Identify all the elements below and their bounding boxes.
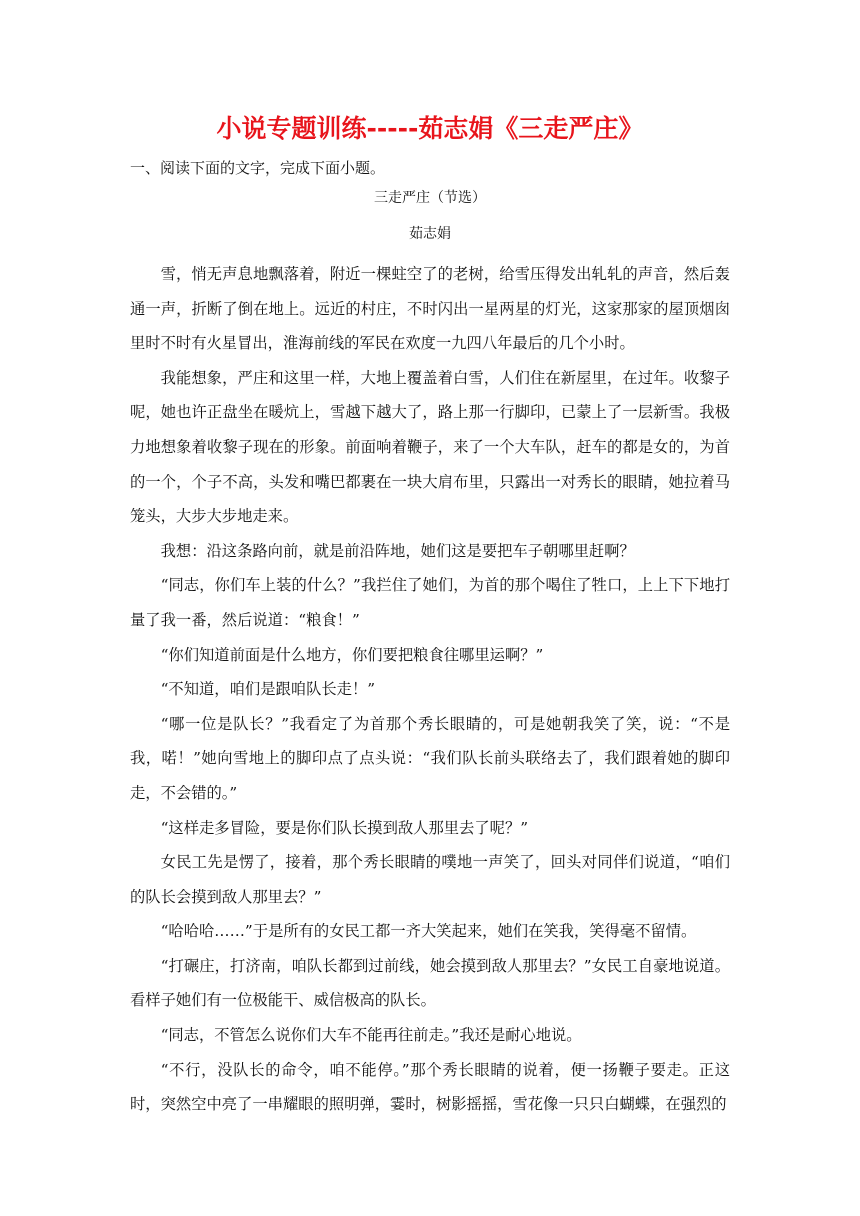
paragraph: 我能想象，严庄和这里一样，大地上覆盖着白雪，人们住在新屋里，在过年。收黎子呢，她也许正盘坐在暖炕上，雪越下越大了，路上那一行脚印，已蒙上了一层新雪。我极力地想象着收黎子现在的形象。前面响着鞭子，来了一个大车队，赶车的都是女的，为首的一个，个子不高，头发和嘴巴都裹在一块大肩布里，只露出一对秀长的眼睛，她拉着马笼头，大步大步地走来。 — [130, 368, 730, 526]
paragraph: 女民工先是愣了，接着，那个秀长眼睛的噗地一声笑了，回头对同伴们说道，“咱们的队长会摸到敌人那里去？” — [130, 853, 730, 906]
paragraph: 雪，悄无声息地飘落着，附近一棵蛀空了的老树，给雪压得发出轧轧的声音，然后轰通一声，折断了倒在地上。远近的村庄，不时闪出一星两星的灯光，这家那家的屋顶烟囱里时不时有火星冒出，淮海前线的军民在欢度一九四八年最后的几个小时。 — [130, 265, 730, 353]
paragraph: “哪一位是队长？”我看定了为首那个秀长眼睛的，可是她朝我笑了笑，说：“不是我，喏！”她向雪地上的脚印点了点头说：“我们队长前头联络去了，我们跟着她的脚印走，不会错的。” — [130, 714, 730, 802]
story-body — [130, 257, 730, 1122]
paragraph: 我想：沿这条路向前，就是前沿阵地，她们这是要把车子朝哪里赶啊？ — [160, 541, 635, 560]
paragraph: “同志，你们车上装的什么？”我拦住了她们，为首的那个喝住了牲口，上上下下地打量了我一番，然后说道：“粮食！” — [130, 576, 730, 629]
paragraph: “不知道，咱们是跟咱队长走！” — [160, 680, 376, 699]
story-title: 三走严庄（节选） — [374, 190, 486, 206]
paragraph: “你们知道前面是什么地方，你们要把粮食往哪里运啊？” — [160, 645, 544, 664]
paragraph: “同志，不管怎么说你们大车不能再往前走。”我还是耐心地说。 — [160, 1026, 582, 1045]
story-author: 茹志娟 — [409, 226, 451, 242]
paragraph: “打碾庄，打济南，咱队长都到过前线，她会摸到敌人那里去？”女民工自豪地说道。看样子她们有一位极能干、威信极高的队长。 — [130, 956, 730, 1010]
paragraph: “不行，没队长的命令，咱不能停。”那个秀长眼睛的说着，便一扬鞭子要走。正这时，突然空中亮了一串耀眼的照明弹，霎时，树影摇摇，雪花像一只只白蝴蝶，在强烈的 — [130, 1060, 730, 1114]
document-title: 小说专题训练-----茹志娟《三走严庄》 — [216, 114, 644, 143]
paragraph: “哈哈哈……”于是所有的女民工都一齐大笑起来，她们在笑我，笑得毫不留情。 — [160, 922, 697, 941]
question-instruction: 一、阅读下面的文字，完成下面小题。 — [130, 159, 386, 177]
paragraph: “这样走多冒险，要是你们队长摸到敌人那里去了呢？” — [160, 818, 529, 837]
